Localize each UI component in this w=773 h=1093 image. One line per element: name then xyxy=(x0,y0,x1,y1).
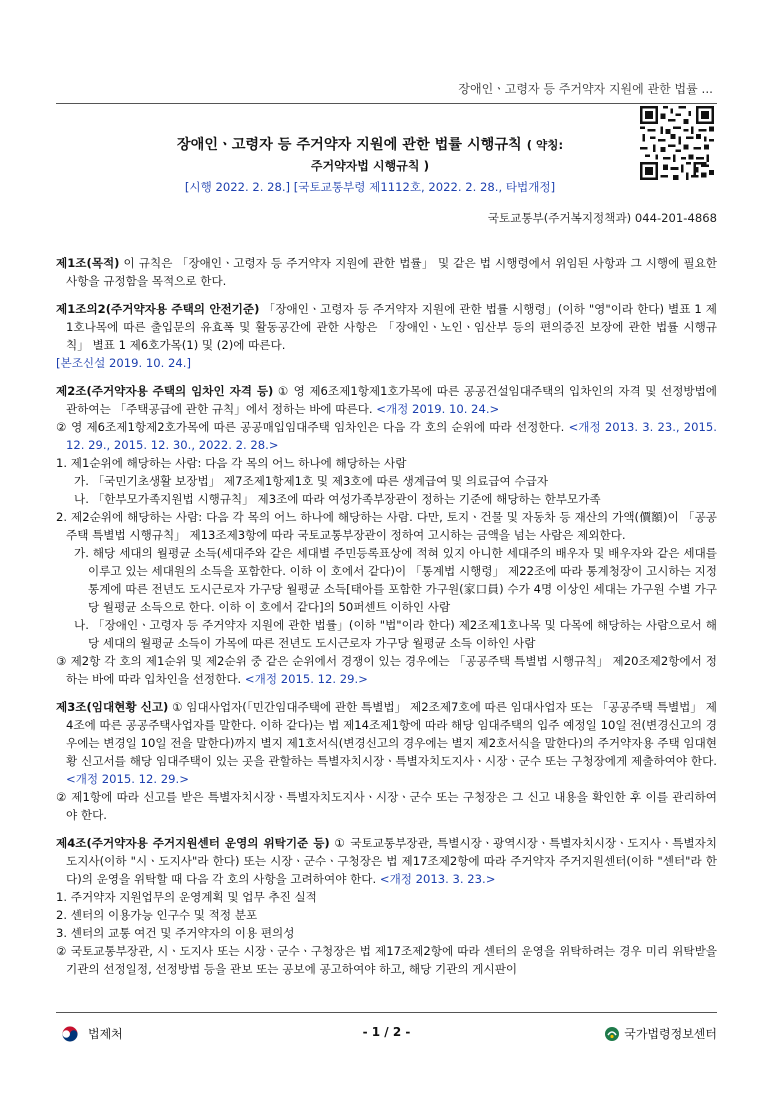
title-abbreviation: 주거약자법 시행규칙 ) xyxy=(310,159,430,173)
article-2-heading: 제2조(주거약자용 주택의 임차인 자격 등) xyxy=(56,384,274,398)
article-4-heading: 제4조(주거약자용 주거지원센터 운영의 위탁기준 등) xyxy=(56,836,330,850)
article-2-item-1: 1. 제1순위에 해당하는 사람: 다음 각 목의 어느 하나에 해당하는 사람 xyxy=(56,456,407,470)
article-2-item-2-b: 나. 「장애인ㆍ고령자 등 주거약자 지원에 관한 법률」(이하 "법"이라 한다) 제2조제1호나목 및 다목에 해당하는 사람으로서 해당 세대의 월평균 소득이 가목에 따른 전년도 도시근로자 가구당 월평균 소득 이하인 사람 xyxy=(74,618,717,650)
article-3-para-2: ② 제1항에 따라 신고를 받은 특별자치시장ㆍ특별자치도지사ㆍ시장ㆍ군수 또는 구청장은 그 신고 내용을 확인한 후 이를 관리하여야 한다. xyxy=(56,790,717,822)
enactment-info[interactable]: [시행 2022. 2. 28.] [국토교통부령 제1112호, 2022. 2. 28., 타법개정] xyxy=(184,180,556,194)
article-1-2-note[interactable]: [본조신설 2019. 10. 24.] xyxy=(56,356,191,370)
article-3-para-1: ① 임대사업자(「민간임대주택에 관한 특별법」 제2조제7호에 따른 임대사업자 또는 「공공주택 특별법」 제4조에 따른 공공주택사업자를 말한다. 이하 같다)는 법 제14조제1항에 따라 해당 임대주택의 입주 예정일 10일 전(변경신고의 경우에는 변경일 10일 전을 말한다)까지 별지 제1호서식(변경신고의 경우에는 별지 제2호서식을 말한다)의 주거약자용 주택 임대현황 신고서를 해당 임대주택이 있는 곳을 관할하는 특별자치시장ㆍ특별자치도지사ㆍ시장ㆍ군수 또는 구청장에게 제출하여야 한다. xyxy=(66,700,717,768)
article-4-item-2: 2. 센터의 이용가능 인구수 및 적정 분포 xyxy=(56,908,258,922)
footer-right-text: 국가법령정보센터 xyxy=(624,1027,717,1041)
ministry-contact: 국토교통부(주거복지정책과) 044-201-4868 xyxy=(487,211,717,225)
article-4 xyxy=(56,834,717,978)
title-block xyxy=(120,136,620,195)
law-body xyxy=(56,254,717,988)
title-abbr-label: ( 약칭: xyxy=(526,138,564,152)
article-1-heading: 제1조(목적) xyxy=(56,256,120,270)
article-4-para-1: ① 국토교통부장관, 특별시장ㆍ광역시장ㆍ특별자치시장ㆍ도지사ㆍ특별자치도지사(이하 "시ㆍ도지사"라 한다) 또는 시장ㆍ군수ㆍ구청장은 법 제17조제2항에 따라 주거약자 주거지원센터(이하 "센터"라 한다)의 운영을 위탁할 때 다음 각 호의 사항을 고려하여야 한다. xyxy=(66,836,717,886)
article-4-item-1: 1. 주거약자 지원업무의 운영계획 및 업무 추진 실적 xyxy=(56,890,317,904)
article-2-para-2: ② 영 제6조제1항제2호가목에 따른 공공매입임대주택 임차인은 다음 각 호의 순위에 따라 선정한다. xyxy=(56,420,565,434)
article-2-para-3-note[interactable]: <개정 2015. 12. 29.> xyxy=(241,672,368,686)
article-2-item-1-b: 나. 「한부모가족지원법 시행규칙」 제3조에 따라 여성가족부장관이 정하는 기준에 해당하는 한부모가족 xyxy=(74,492,601,506)
article-4-item-3: 3. 센터의 교통 여건 및 주거약자의 이용 편의성 xyxy=(56,926,295,940)
footer-right xyxy=(604,1025,717,1042)
article-3-para-1-note[interactable]: <개정 2015. 12. 29.> xyxy=(66,772,189,786)
page-number: - 1 / 2 - xyxy=(362,1025,411,1039)
article-2-item-2: 2. 제2순위에 해당하는 사람: 다음 각 목의 어느 하나에 해당하는 사람. 다만, 토지ㆍ건물 및 자동차 등 재산의 가액(價額)이 「공공주택 특별법 시행규칙」 제13조제3항에 따라 국토교통부장관이 정하여 고시하는 금액을 넘는 사람은 제외한다. xyxy=(56,510,717,542)
page-footer xyxy=(56,1012,717,1052)
running-head xyxy=(56,74,717,104)
article-2-item-1-a: 가. 「국민기초생활 보장법」 제7조제1항제1호 및 제3호에 따른 생계급여 및 의료급여 수급자 xyxy=(74,474,549,488)
header-rule xyxy=(56,103,717,104)
article-2-para-1: ① 영 제6조제1항제1호가목에 따른 공공건설임대주택의 입차인의 자격 및 선정방법에 관하여는 「주택공급에 관한 규칙」에서 정하는 바에 따른다. xyxy=(66,384,717,416)
article-2-item-2-a: 가. 해당 세대의 월평균 소득(세대주와 같은 세대별 주민등록표상에 적혀 있지 아니한 세대주의 배우자 및 배우자와 같은 세대를 이루고 있는 세대원의 소득을 포함한다. 이하 이 호에서 같다)이 「통계법 시행령」 제22조에 따라 통계청장이 고시하는 지정통계에 따른 전년도 도시근로자 가구당 월평균 소득[태아를 포함한 가구원(家口員) 수가 4명 이상인 세대는 가구원 수별 가구당 월평균 소득으로 한다. 이하 이 호에서 같다]의 50퍼센트 이하인 사람 xyxy=(74,546,717,614)
article-1-2-heading: 제1조의2(주거약자용 주택의 안전기준) xyxy=(56,302,260,316)
article-2 xyxy=(56,382,717,688)
title-main: 장애인ㆍ고령자 등 주거약자 지원에 관한 법률 시행규칙 xyxy=(176,137,522,153)
qr-code-icon xyxy=(640,106,714,180)
document-title xyxy=(120,136,620,155)
article-3-heading: 제3조(임대현황 신고) xyxy=(56,700,169,714)
article-2-para-2-note[interactable]: <개정 2013. 3. 23., 2015. 12. 29., 2015. 12. 30., 2022. 2. 28.> xyxy=(66,420,717,452)
footer-left-text: 법제처 xyxy=(88,1027,123,1041)
article-2-para-1-note[interactable]: <개정 2019. 10. 24.> xyxy=(372,402,500,416)
article-1 xyxy=(56,254,717,290)
article-1-2 xyxy=(56,300,717,372)
article-1-text: 이 규칙은 「장애인ㆍ고령자 등 주거약자 지원에 관한 법률」 및 같은 법 시행령에서 위임된 사항과 그 시행에 필요한 사항을 규정함을 목적으로 한다. xyxy=(66,256,717,288)
article-4-para-2: ② 국토교통부장관, 시ㆍ도지사 또는 시장ㆍ군수ㆍ구청장은 법 제17조제2항에 따라 센터의 운영을 위탁하려는 경우 미리 위탁받을 기관의 선정일정, 선정방법 등을 관보 또는 공보에 공고하여야 하고, 해당 기관의 게시판이 xyxy=(56,944,717,976)
running-head-title: 장애인ㆍ고령자 등 주거약자 지원에 관한 법률 ... xyxy=(458,82,713,96)
article-2-para-3: ③ 제2항 각 호의 제1순위 및 제2순위 중 같은 순위에서 경쟁이 있는 경우에는 「공공주택 특별법 시행규칙」 제20조제2항에서 정하는 바에 따라 입차인을 선정한다. xyxy=(56,654,717,686)
law-center-logo-icon xyxy=(604,1026,620,1042)
article-4-para-1-note[interactable]: <개정 2013. 3. 23.> xyxy=(376,872,496,886)
article-1-2-text: 「장애인ㆍ고령자 등 주거약자 지원에 관한 법률 시행령」(이하 "영"이라 한다) 별표 1 제1호나목에 따른 출입문의 유효폭 및 활동공간에 관한 사항은 「장애인ㆍ노인ㆍ임산부 등의 편의증진 보장에 관한 법률 시행규칙」 별표 1 제6호가목(1) 및 (2)에 따른다. xyxy=(66,302,717,352)
article-3 xyxy=(56,698,717,824)
